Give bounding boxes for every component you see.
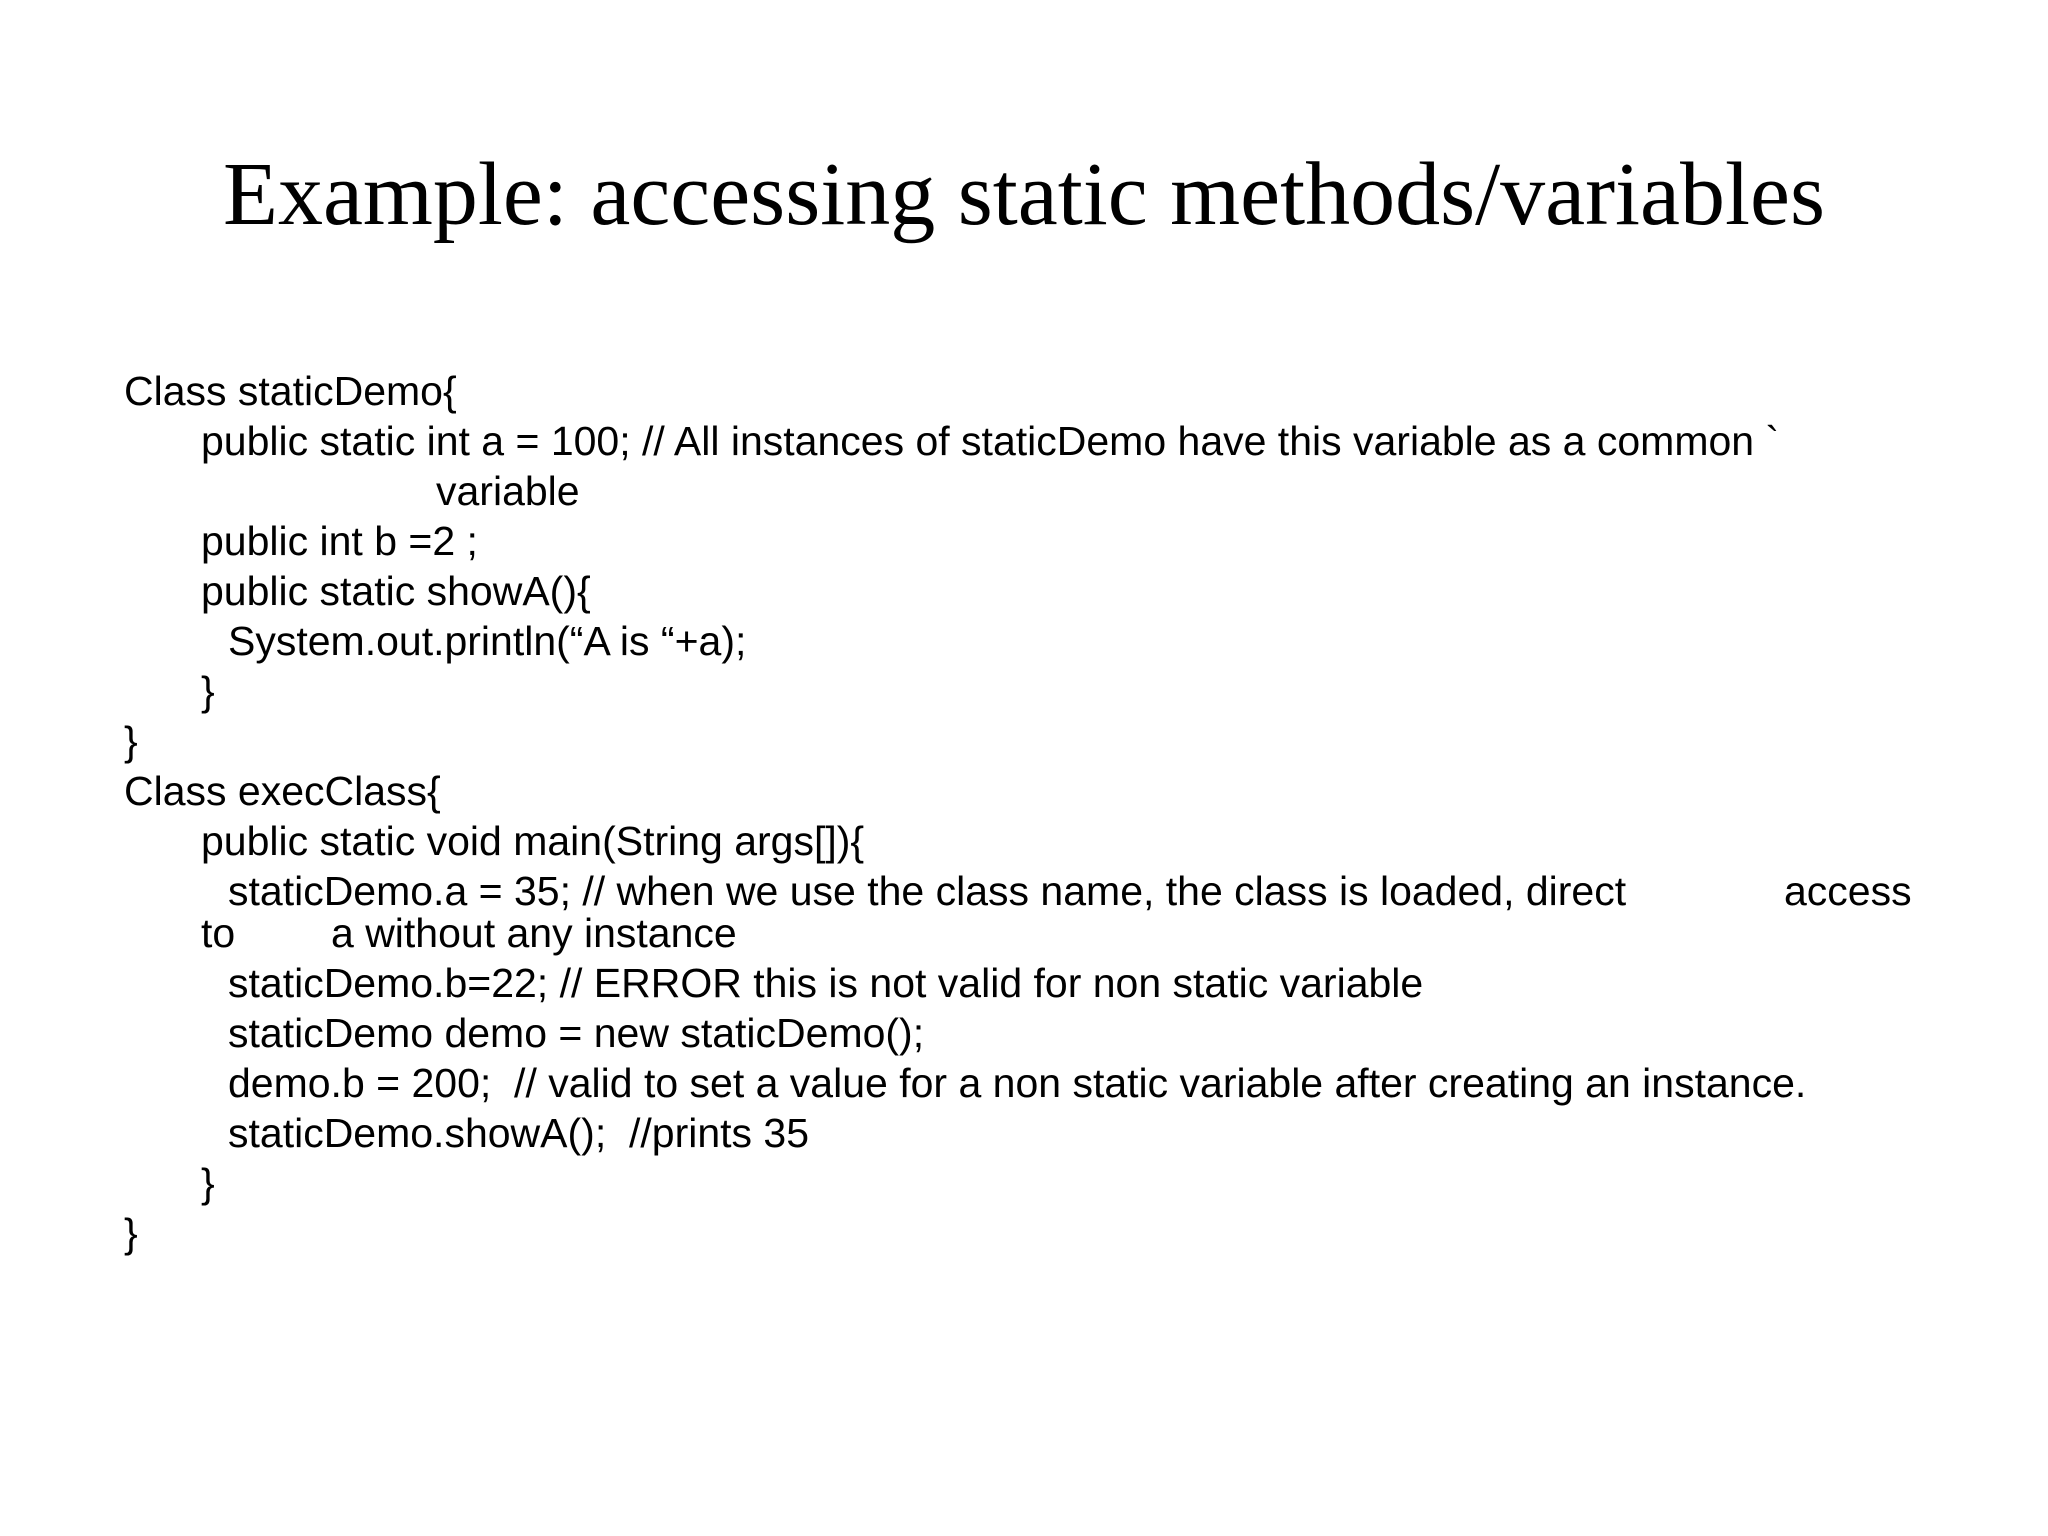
code-line: Class execClass{	[124, 768, 441, 814]
code-line: staticDemo demo = new staticDemo();	[228, 1010, 925, 1056]
code-line: }	[201, 668, 215, 714]
code-line: public static int a = 100; // All instances of staticDemo have this variable as a common `	[201, 418, 1780, 464]
code-line: }	[124, 1210, 138, 1256]
code-line: access	[1784, 868, 1912, 914]
slide-title: Example: accessing static methods/variables	[223, 145, 1825, 244]
code-line: }	[124, 718, 138, 764]
code-line: public int b =2 ;	[201, 518, 478, 564]
code-line: staticDemo.showA(); //prints 35	[228, 1110, 810, 1156]
code-line: demo.b = 200; // valid to set a value for a non static variable after creating an instance.	[228, 1060, 1807, 1106]
code-line: staticDemo.b=22; // ERROR this is not valid for non static variable	[228, 960, 1424, 1006]
code-line: a without any instance	[331, 910, 737, 956]
code-line: }	[201, 1160, 215, 1206]
code-line: public static void main(String args[]){	[201, 818, 865, 864]
code-line: System.out.println(“A is “+a);	[228, 618, 747, 664]
code-line: to	[201, 910, 236, 956]
code-line: variable	[436, 468, 580, 514]
code-line: public static showA(){	[201, 568, 591, 614]
code-line: staticDemo.a = 35; // when we use the class name, the class is loaded, direct	[228, 868, 1627, 914]
code-line: Class staticDemo{	[124, 368, 457, 414]
